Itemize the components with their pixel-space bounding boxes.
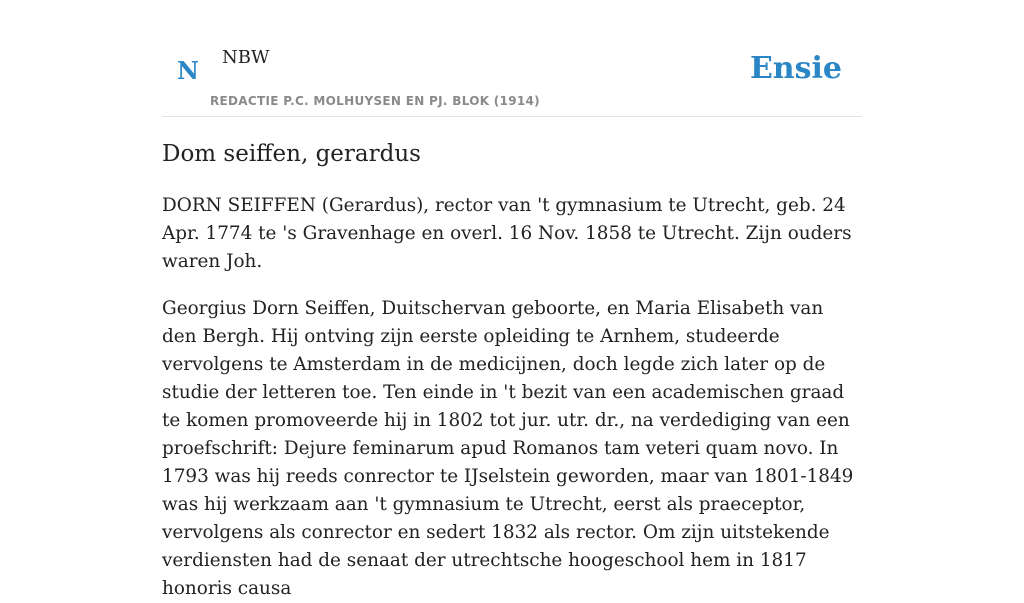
source-logo[interactable]: N: [177, 56, 199, 85]
source-name[interactable]: NBW: [222, 47, 270, 68]
article-paragraph: DORN SEIFFEN (Gerardus), rector van 't gymnasium te Utrecht, geb. 24 Apr. 1774 te 's Gravenhage en overl. 16 Nov. 1858 te Utrecht. Zijn ouders waren Joh.: [162, 195, 852, 272]
header: [162, 0, 862, 117]
article-paragraph: Georgius Dorn Seiffen, Duitschervan geboorte, en Maria Elisabeth van den Bergh. Hij ontving zijn eerste opleiding te Arnhem, studeerde vervolgens te Amsterdam in de medicijnen, doch legde zich later op de studie der letteren toe. Ten einde in 't bezit van een academischen graad te komen promoveerde hij in 1802 tot jur. utr. dr., na verdediging van een proefschrift: Dejure feminarum apud Romanos tam veteri quam novo. In 1793 was hij reeds conrector te IJselstein geworden, maar van 1801-1849 was hij werkzaam aan 't gymnasium te Utrecht, eerst als praeceptor, vervolgens als conrector en sedert 1832 als rector. Om zijn uitstekende verdiensten had de senaat der utrechtsche hoogeschool hem in 1817 honoris causa: [162, 298, 854, 599]
article: [162, 136, 862, 603]
article-title: Dom seiffen, gerardus: [162, 141, 421, 167]
source-subtitle: REDACTIE P.C. MOLHUYSEN EN PJ. BLOK (1914): [210, 94, 540, 108]
brand-logo[interactable]: Ensie: [749, 51, 842, 86]
